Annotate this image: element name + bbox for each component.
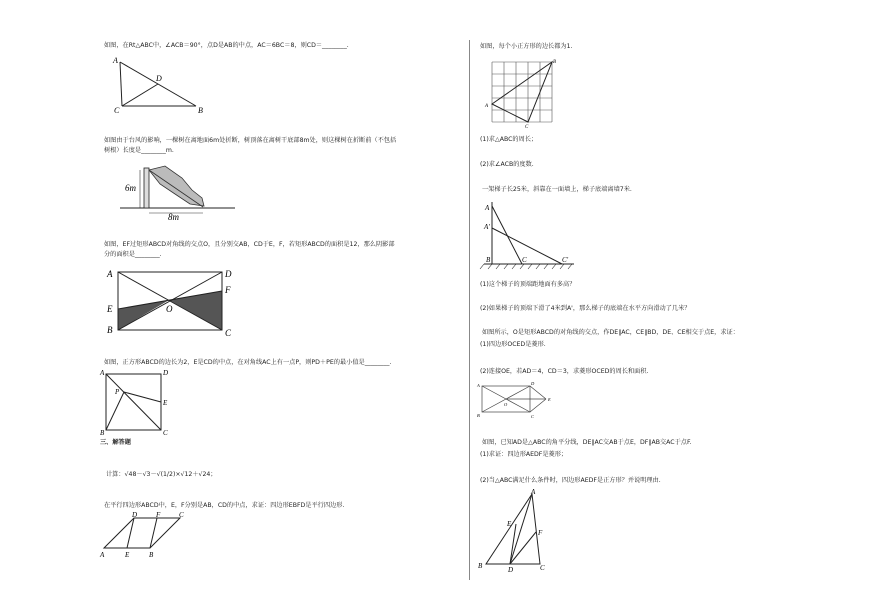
q9-rhombus-figure	[476, 380, 556, 420]
svg-text:C': C'	[562, 256, 569, 264]
q9-sub1: (1)四边形OCED是菱形.	[480, 341, 546, 348]
q10-sub1: (1)求证：四边形AEDF是菱形；	[480, 451, 568, 458]
q3-text-line1: 如图，EF过矩形ABCD对角线的交点O，且分别交AB，CD于E，F，若矩形ABCD的面积是12，那么阴影部	[104, 241, 395, 248]
svg-text:B: B	[486, 256, 491, 264]
svg-text:C: C	[163, 429, 168, 437]
svg-text:F: F	[156, 511, 161, 519]
q8-sub1: (1)这个梯子的顶端距地面有多高？	[480, 281, 576, 288]
svg-text:B: B	[198, 106, 203, 115]
svg-text:A: A	[113, 56, 118, 65]
svg-text:P: P	[115, 388, 120, 396]
svg-text:O: O	[166, 304, 173, 314]
svg-text:B: B	[107, 325, 113, 335]
svg-text:A: A	[100, 551, 105, 559]
svg-text:C: C	[522, 256, 527, 264]
svg-text:E: E	[548, 397, 551, 402]
q8-sub2: (2)如果梯子的顶端下滑了4米到A'，那么梯子的底端在水平方向滑动了几米？	[480, 305, 691, 312]
svg-text:B: B	[477, 413, 480, 418]
q10-sub2: (2)当△ABC满足什么条件时，四边形AEDF是正方形？并说明理由.	[480, 477, 661, 484]
svg-text:D: D	[156, 74, 162, 83]
svg-text:A: A	[100, 369, 105, 377]
q7-grid-figure	[485, 58, 560, 130]
svg-text:C: C	[531, 414, 535, 419]
q9-text: 如图所示，O是矩形ABCD的对角线的交点，作DE∥AC，CE∥BD，DE、CE相交于点E，求证：	[482, 329, 739, 336]
svg-text:C: C	[525, 125, 529, 130]
q8-text: 一架梯子长25米，斜靠在一面墙上，梯子底端离墙7米.	[482, 186, 632, 193]
svg-text:C: C	[179, 511, 184, 519]
svg-text:E: E	[107, 304, 113, 314]
q10-text: 如图，已知AD是△ABC的角平分线，DE∥AC交AB于点E，DF∥AB交AC于点F.	[482, 439, 692, 446]
svg-text:D: D	[508, 566, 514, 574]
q2-broken-tree-figure	[120, 160, 240, 222]
svg-text:E: E	[507, 520, 512, 528]
svg-text:C: C	[540, 564, 545, 572]
q5-expression: 计算：√48－√3－√(1/2)×√12＋√24；	[106, 471, 217, 478]
q10-triangle-figure	[476, 486, 566, 572]
q6-text: 在平行四边形ABCD中，E，F分别是AB，CD的中点，求证：四边形EBFD是平行四边形.	[104, 502, 345, 509]
svg-text:B: B	[100, 429, 105, 437]
svg-text:A: A	[107, 269, 113, 279]
svg-text:D: D	[225, 269, 232, 279]
svg-text:F: F	[538, 529, 543, 537]
svg-text:B: B	[553, 60, 557, 65]
svg-text:B: B	[149, 551, 154, 559]
q7-sub2: (2)求∠ACB的度数.	[480, 161, 534, 168]
q7-text: 如图，每个小正方形的边长都为1.	[480, 43, 573, 50]
svg-text:D: D	[531, 381, 535, 386]
q4-square-figure	[100, 368, 180, 436]
svg-text:6m: 6m	[125, 183, 136, 193]
q7-sub1: (1)求△ABC的周长；	[480, 136, 538, 143]
q6-parallelogram-figure	[98, 510, 198, 560]
q8-ladder-figure	[478, 198, 578, 273]
q9-sub2: (2)连接OE，若AD＝4，CD＝3，求菱形OCED的周长和面积.	[480, 368, 649, 375]
svg-text:C: C	[225, 328, 232, 338]
q3-rectangle-figure	[104, 266, 239, 341]
svg-text:E: E	[125, 551, 130, 559]
section-heading: 三、解答题	[100, 439, 131, 446]
q2-text-line1: 如图由于台风的影响，一棵树在离地面6m处折断，树顶落在离树干底部8m处，则这棵树在折断前（不包括	[104, 137, 397, 144]
svg-text:O: O	[504, 402, 508, 407]
column-divider	[469, 40, 470, 580]
q3-text-line2: 分的面积是________.	[104, 251, 162, 258]
svg-text:B: B	[478, 562, 483, 570]
svg-text:8m: 8m	[168, 212, 179, 222]
svg-text:A: A	[485, 204, 490, 212]
svg-text:A: A	[477, 383, 480, 388]
svg-text:A': A'	[484, 223, 490, 231]
svg-text:A: A	[531, 488, 536, 496]
q1-triangle-figure	[110, 56, 210, 116]
svg-text:E: E	[163, 399, 168, 407]
q2-text-line2: 树根）长度是________m.	[104, 147, 174, 154]
q4-text: 如图，正方形ABCD的边长为2，E是CD的中点，在对角线AC上有一点P，则PD＋PE的最小值是________.	[104, 359, 392, 366]
svg-text:C: C	[114, 106, 120, 115]
svg-text:D: D	[132, 511, 138, 519]
svg-text:A: A	[485, 104, 489, 109]
svg-text:F: F	[225, 285, 231, 295]
svg-text:D: D	[163, 369, 169, 377]
q1-text: 如图，在Rt△ABC中，∠ACB＝90°，点D是AB的中点，AC＝6BC＝8，则CD＝________.	[104, 42, 349, 49]
